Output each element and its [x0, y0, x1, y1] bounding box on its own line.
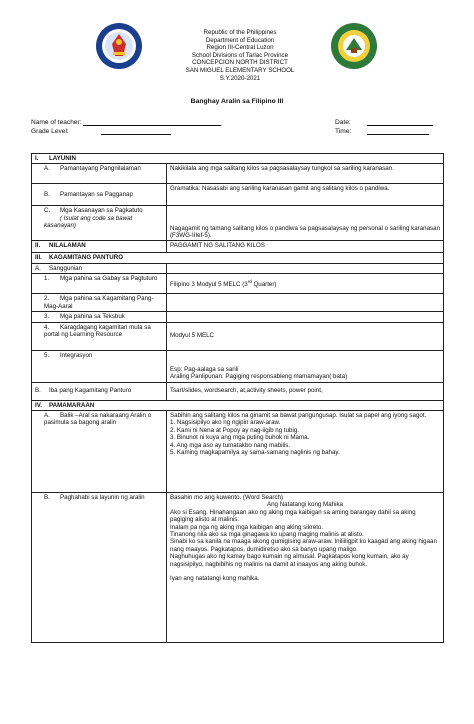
story-paragraph: Naghuhugas ako ng kamay bago kumain ng almusal. Pagkatapos kong kumain, ako ay nagsisipilyo, nagbibihis ng malinis na damit at inaayos ang aking buhok.	[170, 553, 409, 568]
section-heading: IV. PAMAMARAAN	[32, 400, 444, 410]
integrasyon-ap: Araling Panlipunan: Pagiging responsableng mamamayan( bata)	[170, 373, 348, 381]
section-heading: I. LAYUNIN	[32, 154, 444, 164]
balik-aral-item: 4. Ang mga aso ay tumatakbo nang mabilis.	[170, 441, 291, 449]
integrasyon-esp: Esp: Pag-aalaga sa sarili	[170, 365, 239, 373]
row-paghahabi	[32, 493, 444, 643]
row-label: A. Balik –Aral sa nakaraang Aralin o pasimula sa bagong aralin	[32, 411, 167, 493]
section-heading: III. KAGAMITANG PANTURO	[32, 253, 444, 263]
story-intro: Basahin mo ang kuwento. (Word Search)	[170, 494, 284, 502]
row-label: B. Iba pang Kagamitang Panturo	[32, 382, 167, 400]
row-label: 3. Mga pahina sa Teksbuk	[32, 312, 167, 322]
teacher-label: Name of teacher:	[31, 119, 82, 126]
agency-header	[150, 29, 330, 82]
header-line: CONCEPCION NORTH DISTRICT	[192, 59, 288, 67]
row-layunin	[32, 154, 444, 164]
row-value: PAGGAMIT NG SALITANG KILOS	[167, 241, 444, 253]
row-label: 4. Karagdagang kagamitan mula sa portal ng Learning Resource	[32, 322, 167, 350]
story-paragraph: Iyan ang natatangi kong mahika.	[170, 575, 260, 583]
date-field	[335, 118, 433, 126]
row-value	[167, 411, 444, 493]
row-value: Nagagamit ng tamang salitang kilos o pandiwa sa pagsasalaysay ng personal o sariling karanasan (F3WG-IIIef-5).	[167, 206, 444, 241]
balik-aral-item: 1. Nagsisipilyo ako ng ngipin araw-araw.	[170, 419, 281, 427]
row-nilalaman	[32, 241, 444, 253]
date-blank[interactable]	[367, 118, 433, 126]
row-value: Gramatika: Nasasabi ang sariling karanasan gamit ang salitang kilos o pandiwa.	[167, 184, 444, 206]
row-value	[167, 350, 444, 382]
row-value: Nakikilala ang mga salitang kilos sa pagsasalaysay tungkol sa sariling karanasan.	[167, 164, 444, 184]
story-paragraph: Sinabi ko sa kanila na maaga akong gumigising araw-araw. Iniliiligpit ko kaagad ang aking higaan nang maayos. Pagkatapos, dumidiretso ako sa banyo upang maligo.	[170, 538, 437, 553]
header-line: School Divisions of Tarlac Province	[191, 51, 289, 59]
row-iba-pang-kagamitan	[32, 382, 444, 400]
row-karagdagang-kagamitan	[32, 322, 444, 350]
story-paragraph: Inalam pa nga ng aking mga kaibigan ang aking sikreto.	[170, 523, 324, 531]
row-label: 2. Mga pahina sa Kagamitang Pang-Mag-Aaral	[32, 294, 167, 312]
time-field	[335, 127, 429, 135]
grade-label: Grade Level:	[31, 128, 69, 135]
row-value	[167, 312, 444, 322]
balik-aral-item: 2. Kami ni Nena at Popoy ay nag-iigib ng tubig.	[170, 426, 299, 434]
balik-aral-item: 5. Kaming magkapamilya ay sama-samang naglinis ng bahay.	[170, 449, 340, 457]
date-label: Date:	[335, 119, 351, 126]
row-sanggunian	[32, 263, 444, 273]
section-heading: II. NILALAMAN	[32, 241, 167, 253]
row-label: 1. Mga pahina sa Gabay sa Pagtuturo	[32, 274, 167, 294]
header-line: Region III-Central Luzon	[206, 44, 274, 52]
row-balik-aral	[32, 411, 444, 493]
row-teksbuk	[32, 312, 444, 322]
balik-aral-item: 3. Binunot ni kuya ang mga puting buhok ni Mama.	[170, 434, 310, 442]
row-label: C. Mga Kasanayan sa Pagkatuto ( Isulat ang code sa bawat kasanayan)	[32, 206, 167, 241]
story-paragraph: Tinanong nila ako sa mga ginagawa ko upang maging malinis at alisto.	[170, 531, 364, 539]
document-title: Banghay Aralin sa Filipino III	[190, 98, 284, 105]
row-integrasyon	[32, 350, 444, 382]
header-line: Republic of the Philippines	[203, 29, 277, 36]
teacher-field	[31, 118, 221, 126]
header-line: Department of Education	[205, 36, 275, 44]
row-label: 5. Integrasyon	[32, 350, 167, 382]
row-kagamitang-mag-aaral	[32, 294, 444, 312]
row-value: Tsart/slides, wordsearch, at,activity sheets, power point,	[167, 382, 444, 400]
school-seal-icon	[330, 22, 378, 70]
row-pamamaraan	[32, 400, 444, 410]
deped-seal-icon	[95, 22, 143, 70]
grade-blank[interactable]	[101, 127, 171, 135]
row-kasanayan	[32, 206, 444, 241]
row-label: B. Paghahabi sa layunin ng aralin	[32, 493, 167, 643]
grade-field	[31, 127, 171, 135]
row-gabay	[32, 274, 444, 294]
row-kagamitang-panturo	[32, 253, 444, 263]
row-label: A. Pamantayang Pangnilalaman	[32, 164, 167, 184]
row-label: B. Pamantayan sa Pagganap	[32, 184, 167, 206]
teacher-blank[interactable]	[83, 118, 221, 126]
row-pamantayang-pangnilalaman	[32, 164, 444, 184]
lesson-plan-table	[31, 153, 444, 643]
row-value: Filipino 3 Modyul 5 MELC (3rd Quarter)	[167, 274, 444, 294]
row-value	[167, 493, 444, 643]
time-blank[interactable]	[367, 127, 429, 135]
kasanayan-note: ( Isulat ang code sa bawat kasanayan)	[44, 214, 133, 230]
row-value: Modyul 5 MELC	[167, 322, 444, 350]
time-label: Time:	[335, 128, 352, 135]
row-pamantayan-pagganap	[32, 184, 444, 206]
row-label: A. Sanggunian	[32, 263, 167, 273]
row-value	[167, 263, 444, 273]
story-spacer	[170, 568, 440, 575]
header-line: SAN MIGUEL ELEMENTARY SCHOOL	[185, 66, 295, 74]
story-paragraph: Ako si Esang. Hinahangaan ako ng aking mga kaibigan sa aming barangay dahil sa aking pagiging alisto at malinis.	[170, 508, 416, 524]
header-line: S.Y.2020-2021	[219, 74, 261, 82]
balik-aral-instruction: Sabihin ang salitang kilos na ginamit sa bawat pangungusap. Isulat sa papel ang iyong sagot.	[170, 412, 427, 420]
row-value	[167, 294, 444, 312]
story-title: Ang Natatangi kong Mahika	[266, 501, 344, 509]
